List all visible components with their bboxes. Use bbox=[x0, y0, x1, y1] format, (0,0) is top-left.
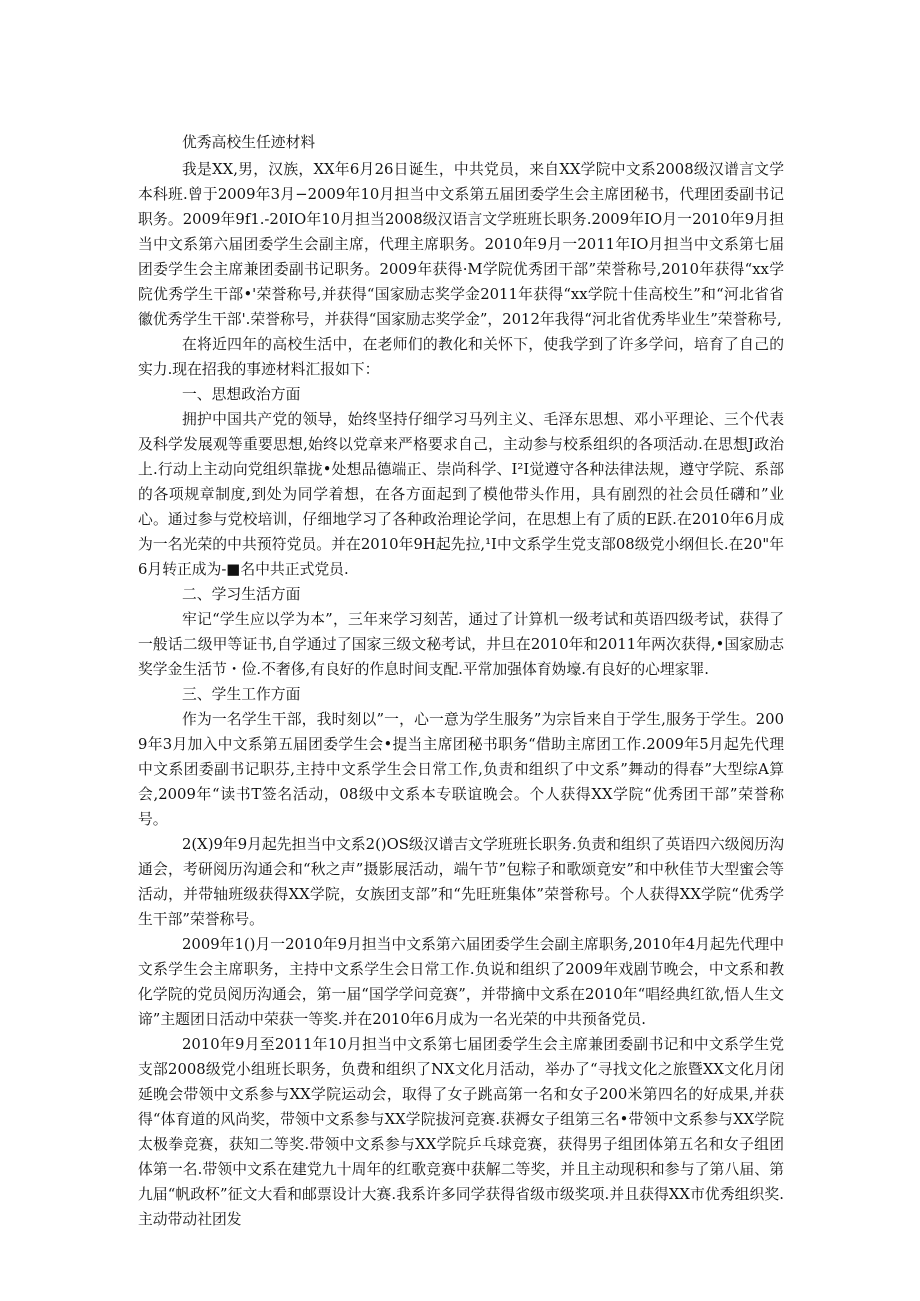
body-paragraph: 在将近四年的高校生活中，在老师们的教化和关怀下，使我学到了许多学问，培育了自己的实力.现在招我的事迹材料汇报如下： bbox=[138, 336, 784, 378]
document-body bbox=[138, 157, 784, 1232]
body-paragraph: 2009年1()月一2010年9月担当中文系第六届团委学生会副主席职务,2010年4月起先代理中文系学生会主席职务，主持中文系学生会日常工作.负说和组织了2009年戏剧节晚会，中文系和教化学院的党员阅历沟通会，第一届“国学学问竞赛”，并带摘中文系在2010年“唱经典红欲,悟人生文谛”主题团日活动中荣获一等奖.并在2010年6月成为一名光荣的中共预备党员. bbox=[138, 936, 784, 1028]
section-heading: 一、思想政治方面 bbox=[182, 386, 301, 403]
section-heading: 三、学生工作方面 bbox=[182, 686, 301, 703]
body-paragraph: 2010年9月至2011年10月担当中文系第七届团委学生会主席兼团委副书记和中文系学生党支部2008级党小组班长职务，负费和组织了NX文化月活动，举办了“寻找文化之旅暨XX文化月闭延晚会带领中文系参与XX学院运动会，取得了女子跳高第一名和女子200米第四名的好成果,并获得“体育道的风尚奖，带领中文系参与XX学院拔河竞赛.获褥女子组第三名•带领中文系参与XX学院太极拳竞赛，获知二等奖.带领中文系参与XX学院乒乓球竞赛，获得男子组团体第五名和女子组团体第一名.带领中文系在建党九十周年的红歌竞赛中获解二等奖，并且主动现积和参与了第八届、第九届“帆政杯”征文大看和邮票设计大赛.我系许多同学获得省级市级奖项.并且获得XX市优秀组织奖.主动带动社团发 bbox=[138, 1036, 784, 1228]
body-paragraph: 2(X)9年9月起先担当中文系2()OS级汉谱吉文学班班长职务.负责和组织了英语四六级阅历沟通会，考研阅历沟通会和“秋之声”摄影展活动，端午节”包粽子和歌颂竟安”和中秋佳节大型蜜会等活动，并带轴班级获得XX学院，女族团支部”和“先旺班集体”荣誉称号。个人获得XX学院“优秀学生干部”荣誉称号。 bbox=[138, 836, 784, 928]
section-heading: 二、学习生活方面 bbox=[182, 586, 301, 603]
body-paragraph: 牢记“学生应以学为本”，三年来学习刻苦，通过了计算机一级考试和英语四级考试，获得了一般话二级甲等证书,自学通过了国家三级文秘考试，井旦在2010年和2011年两次获得,•国家励志奖学金生活节・俭.不奢侈,有良好的作息时间支配.平常加强体育妫壕.有良好的心埋家罪. bbox=[138, 611, 784, 678]
body-paragraph: 我是XX,男，汉族，XX年6月26日诞生，中共党员，来自XX学院中文系2008级汉谱言文学本科班.曾于2009年3月−2009年10月担当中文系第五届团委学生会主席团秘书，代理团委副书记职务。2009年9f1.-20IO年10月担当2008级汉语言文学班班长职务.2009年IO月一2010年9月担当中文系第六届团委学生会副主席，代理主席职务。2010年9月一2011年IO月担当中文系第七届团委学生会主席兼团委副书记职务。2009年获得·M学院优秀团干部”荣誉称号,2010年获得“xx学院优秀学生干部•'荣誉称号,并获得“国家励志奖学金2011年获得“xx学院十佳高校生”和“河北省省徽优秀学生干部'.荣誉称号，并获得“国家励志奖学金”，2012年我得“河北省优秀毕业生”荣誉称号, bbox=[138, 161, 784, 328]
body-paragraph: 拥护中国共产党的领导，始终坚持仔细学习马列主义、毛泽东思想、邓小平理论、三个代表及科学发展观等重要思想,始终以党章来严格要求自己，主动参与校系组织的各项活动.在思想J政治上.行动上主动向党组织靠拢•处想品德端正、崇尚科学、I²I觉遵守各种法律法规，遵守学院、系部的各项规章制度,到处为同学着想，在各方面起到了模他带头作用，具有剧烈的社会员任礴和”业心。通过参与党校培训，仔细地学习了各种政治理论学问，在思想上有了质的E跃.在2010年6月成为一名光荣的中共预符党员。并在2010年9H起先拉,¹I中文系学生党支部08级党小纲但长.在20"年6月转正成为-■名中共正式党员. bbox=[138, 411, 784, 578]
document-page bbox=[138, 130, 784, 1232]
document-title: 优秀高校生任迹材料 bbox=[182, 134, 316, 151]
body-paragraph: 作为一名学生干部，我时刻以”一，心一意为学生服务”为宗旨来自于学生,服务于学生。2009年3月加入中文系第五届团委学生会•提当主席团秘书职务“借助主席团工作.2009年5月起先代理中文系团委副书记职芬,主持中文系学生会日常工作,负责和组织了中文系”舞动的得春”大型综A算会,2009年“读书T签名活动，08级中文系本专联谊晚会。个人获得XX学院“优秀团干部”荣誉称号。 bbox=[138, 711, 784, 828]
